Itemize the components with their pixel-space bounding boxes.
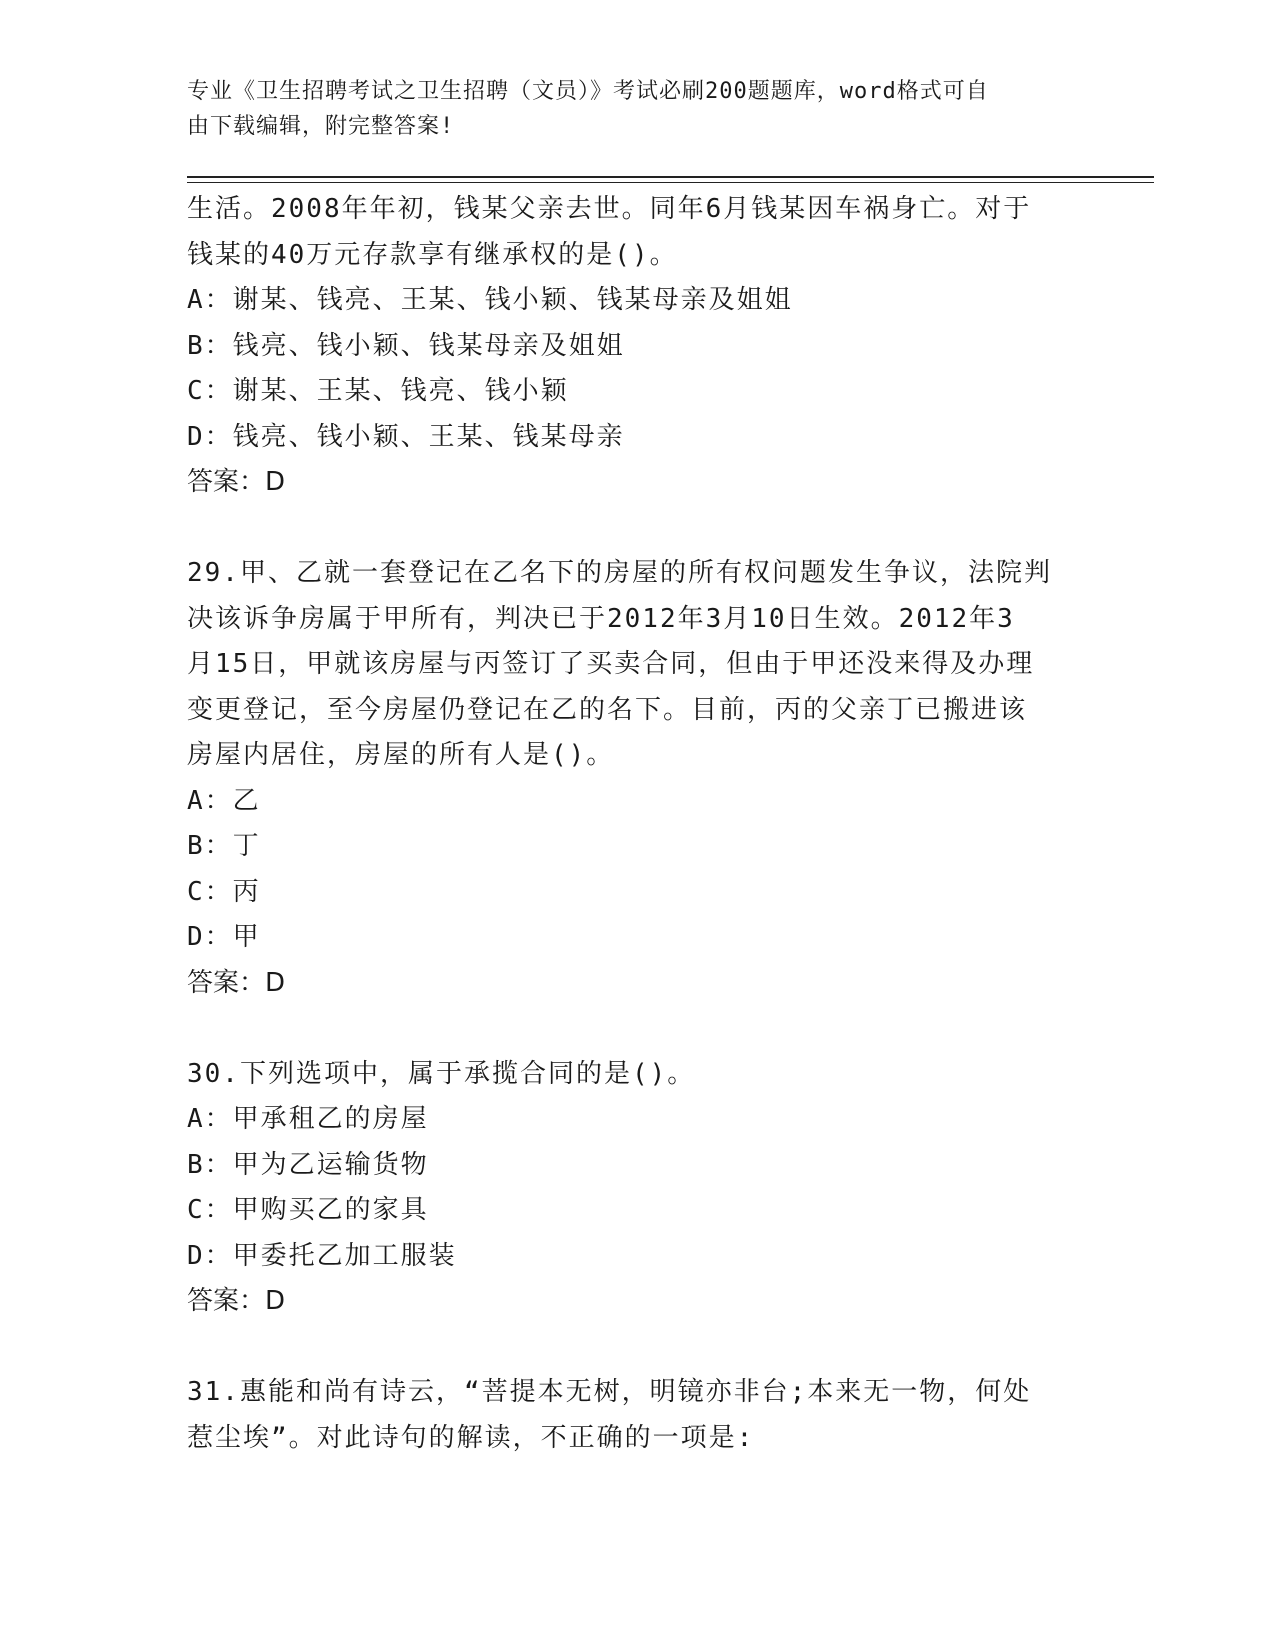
spacer	[187, 506, 1087, 552]
question-stem-line: 30.下列选项中，属于承揽合同的是()。	[187, 1058, 696, 1089]
option-a: A：谢某、钱亮、王某、钱小颖、钱某母亲及姐姐	[187, 285, 793, 315]
option-a: A：乙	[187, 785, 261, 816]
header-line-1: 专业《卫生招聘考试之卫生招聘（文员）》考试必刷200题题库，word格式可自	[187, 79, 989, 104]
question-30	[187, 1052, 1087, 1325]
question-stem-line: 31.惠能和尚有诗云，“菩提本无树，明镜亦非台;本来无一物，何处	[187, 1377, 1032, 1407]
question-stem-line: 29.甲、乙就一套登记在乙名下的房屋的所有权问题发生争议，法院判	[187, 558, 1052, 588]
header-divider-thin	[187, 182, 1154, 183]
page-header	[187, 74, 1067, 144]
question-31	[187, 1370, 1087, 1461]
answer-line: 答案：D	[187, 967, 286, 998]
option-d: D：甲委托乙加工服装	[187, 1240, 457, 1271]
option-c: C：丙	[187, 876, 261, 907]
answer-line: 答案：D	[187, 467, 286, 497]
question-stem-line: 变更登记，至今房屋仍登记在乙的名下。目前，丙的父亲丁已搬进该	[187, 694, 1028, 725]
question-stem-line: 钱某的40万元存款享有继承权的是()。	[187, 239, 678, 270]
spacer	[187, 1006, 1087, 1052]
question-29	[187, 551, 1087, 1006]
option-d: D：甲	[187, 922, 261, 952]
question-stem-line: 惹尘埃”。对此诗句的解读，不正确的一项是:	[187, 1422, 755, 1453]
question-stem-line: 房屋内居住，房屋的所有人是()。	[187, 740, 615, 770]
option-a: A：甲承租乙的房屋	[187, 1104, 429, 1134]
option-c: C：甲购买乙的家具	[187, 1195, 429, 1225]
question-28	[187, 187, 1087, 506]
option-b: B：钱亮、钱小颖、钱某母亲及姐姐	[187, 330, 625, 361]
option-b: B：丁	[187, 831, 261, 861]
spacer	[187, 1325, 1087, 1371]
question-stem-line: 决该诉争房属于甲所有，判决已于2012年3月10日生效。2012年3	[187, 603, 1015, 634]
question-stem-line: 生活。2008年年初，钱某父亲去世。同年6月钱某因车祸身亡。对于	[187, 194, 1032, 224]
question-list	[187, 187, 1087, 1461]
option-b: B：甲为乙运输货物	[187, 1149, 429, 1180]
option-c: C：谢某、王某、钱亮、钱小颖	[187, 376, 569, 406]
answer-line: 答案：D	[187, 1286, 286, 1316]
option-d: D：钱亮、钱小颖、王某、钱某母亲	[187, 421, 625, 452]
header-divider-thick	[187, 176, 1154, 178]
header-line-2: 由下载编辑，附完整答案!	[187, 114, 455, 139]
question-stem-line: 月15日，甲就该房屋与丙签订了买卖合同，但由于甲还没来得及办理	[187, 649, 1035, 679]
